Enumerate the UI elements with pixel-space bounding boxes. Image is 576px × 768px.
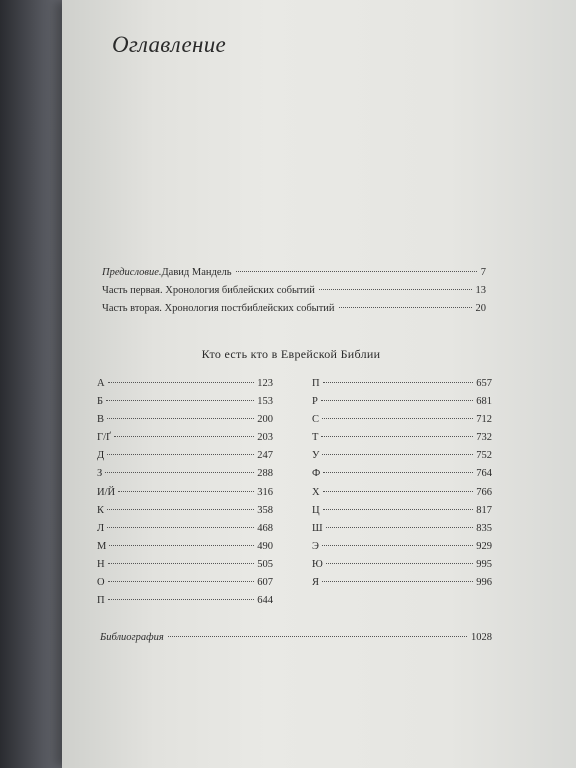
letter-index-entry <box>312 396 492 414</box>
letter-index-entry <box>312 432 492 450</box>
letter-page: 995 <box>476 558 492 570</box>
dot-leader <box>109 545 254 546</box>
letter-index-entry <box>312 505 492 523</box>
letter-index-entry <box>312 487 492 505</box>
dot-leader <box>321 400 473 401</box>
letter-page: 203 <box>257 432 273 444</box>
letter-label: Ю <box>312 558 323 570</box>
letter-index-right-column <box>312 378 492 595</box>
letter-page: 200 <box>257 414 273 426</box>
toc-entry-label: Библиография <box>100 632 164 643</box>
dot-leader <box>105 472 254 473</box>
letter-label: С <box>312 414 320 426</box>
letter-label: Э <box>312 540 319 552</box>
toc-entry-preface <box>102 267 486 283</box>
letter-label: К <box>97 504 105 516</box>
dot-leader <box>107 454 254 455</box>
letter-label: Ц <box>312 504 320 516</box>
letter-label: И/Й <box>97 486 116 498</box>
toc-entry-label: Давид Мандель <box>161 267 232 278</box>
dot-leader <box>236 271 477 272</box>
letter-page: 505 <box>257 558 273 570</box>
letter-page: 490 <box>257 540 273 552</box>
dot-leader <box>106 400 254 401</box>
dot-leader <box>323 382 474 383</box>
letter-page: 732 <box>476 432 492 444</box>
dot-leader <box>118 491 254 492</box>
letter-index-entry <box>97 505 273 523</box>
letter-page: 153 <box>257 396 273 408</box>
letter-label: П <box>97 595 105 607</box>
letter-index-entry <box>97 378 273 396</box>
letter-label: А <box>97 378 105 389</box>
dot-leader <box>108 563 255 564</box>
letter-page: 766 <box>476 486 492 498</box>
letter-index-entry <box>312 450 492 468</box>
letter-page: 358 <box>257 504 273 516</box>
letter-page: 681 <box>476 396 492 408</box>
letter-label: Д <box>97 450 105 462</box>
letter-label: Т <box>312 432 319 444</box>
letter-label: Ш <box>312 522 323 534</box>
dot-leader <box>168 636 467 637</box>
letter-label: Г/Ґ <box>97 432 111 444</box>
letter-index-entry <box>312 468 492 486</box>
letter-page: 468 <box>257 522 273 534</box>
letter-page: 607 <box>257 577 273 589</box>
letter-index-entry <box>97 523 273 541</box>
letter-index-entry <box>97 414 273 432</box>
letter-index-entry <box>312 523 492 541</box>
letter-label: У <box>312 450 320 462</box>
letter-index-entry <box>97 559 273 577</box>
letter-label: Б <box>97 396 104 408</box>
letter-index-entry <box>312 378 492 396</box>
dot-leader <box>322 418 473 419</box>
dot-leader <box>319 289 472 290</box>
toc-entry-label: Часть вторая. Хронология постбиблейских событий <box>102 303 335 314</box>
letter-page: 657 <box>476 378 492 389</box>
letter-label: О <box>97 577 105 589</box>
toc-entry-page: 13 <box>475 285 486 296</box>
letter-label: Ф <box>312 468 321 480</box>
dot-leader <box>326 527 474 528</box>
letter-index-entry <box>97 541 273 559</box>
letter-index-left-column <box>97 378 273 613</box>
letter-page: 123 <box>257 378 273 389</box>
toc-entry-italic-label: Предисловие. <box>102 267 162 278</box>
letter-index-entry <box>312 559 492 577</box>
letter-label: Х <box>312 486 320 498</box>
letter-page: 712 <box>476 414 492 426</box>
letter-index-entry <box>97 396 273 414</box>
dot-leader <box>322 545 473 546</box>
dot-leader <box>323 472 473 473</box>
letter-label: З <box>97 468 103 480</box>
letter-page: 996 <box>476 577 492 589</box>
letter-label: Р <box>312 396 318 408</box>
dot-leader <box>322 581 473 582</box>
dot-leader <box>108 599 255 600</box>
dot-leader <box>323 509 474 510</box>
letter-index-entry <box>312 577 492 595</box>
letter-page: 247 <box>257 450 273 462</box>
letter-index-entry <box>97 432 273 450</box>
toc-entry-part-one <box>102 285 486 301</box>
dot-leader <box>339 307 472 308</box>
toc-entry-part-two <box>102 303 486 319</box>
dot-leader <box>107 509 254 510</box>
letter-label: В <box>97 414 105 426</box>
letter-page: 752 <box>476 450 492 462</box>
dot-leader <box>321 436 473 437</box>
dot-leader <box>108 581 255 582</box>
dot-leader <box>323 491 474 492</box>
letter-label: Л <box>97 522 105 534</box>
dot-leader <box>114 436 255 437</box>
letter-page: 764 <box>476 468 492 480</box>
toc-entry-page: 1028 <box>471 632 492 643</box>
letter-page: 644 <box>257 595 273 607</box>
letter-index-entry <box>312 541 492 559</box>
letter-label: Я <box>312 577 320 589</box>
letter-index-entry <box>97 487 273 505</box>
dot-leader <box>107 527 254 528</box>
letter-label: М <box>97 540 107 552</box>
page-title: Оглавление <box>112 32 227 57</box>
letter-label: Н <box>97 558 105 570</box>
section-heading: Кто есть кто в Еврейской Библии <box>201 347 381 361</box>
letter-index-entry <box>312 414 492 432</box>
dot-leader <box>322 454 473 455</box>
letter-page: 817 <box>476 504 492 516</box>
letter-page: 288 <box>257 468 273 480</box>
letter-index-entry <box>97 468 273 486</box>
toc-entry-page: 7 <box>480 267 486 278</box>
letter-page: 929 <box>476 540 492 552</box>
letter-page: 835 <box>476 522 492 534</box>
toc-entry-bibliography <box>100 632 492 648</box>
letter-index-entry <box>97 450 273 468</box>
dot-leader <box>108 382 255 383</box>
dot-leader <box>326 563 473 564</box>
letter-index-entry <box>97 595 273 613</box>
toc-entry-page: 20 <box>475 303 486 314</box>
toc-entry-label: Часть первая. Хронология библейских событий <box>102 285 315 296</box>
letter-page: 316 <box>257 486 273 498</box>
letter-index-entry <box>97 577 273 595</box>
dot-leader <box>107 418 254 419</box>
letter-label: П <box>312 378 320 389</box>
